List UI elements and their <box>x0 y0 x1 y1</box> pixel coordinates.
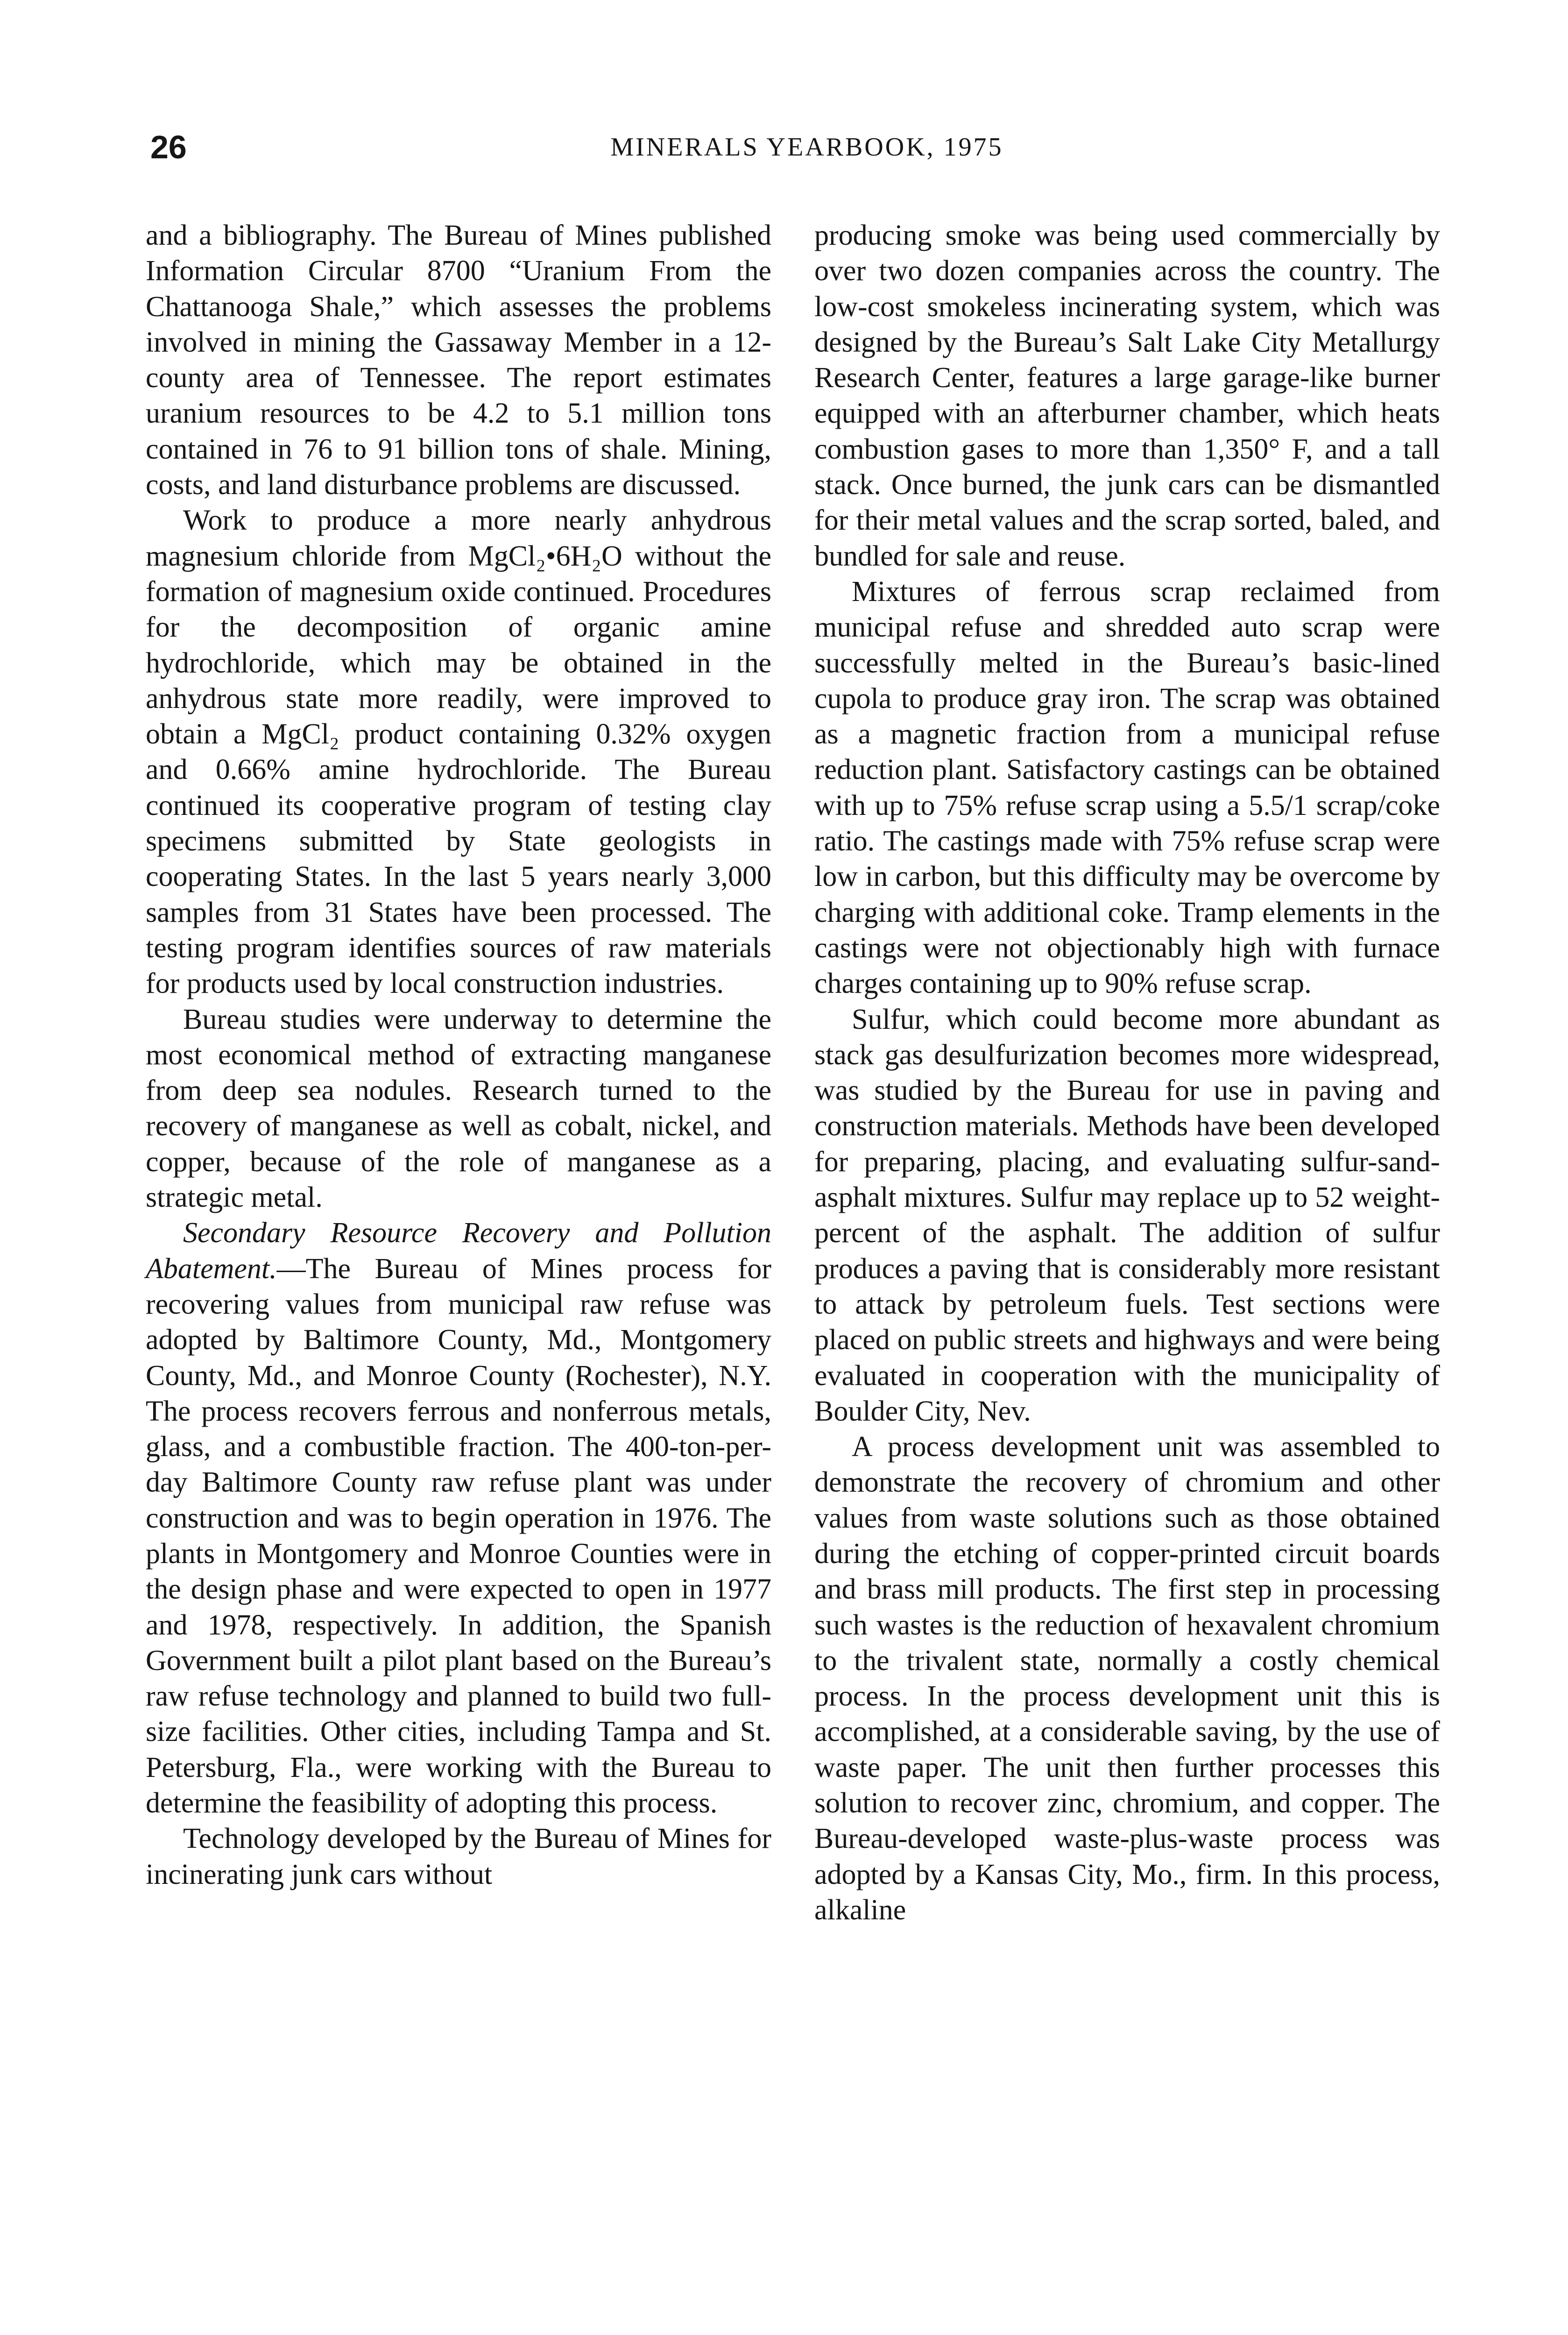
section-heading: Secondary Resource Recovery and Pollution Abatement. <box>146 1217 771 1285</box>
paragraph: Mixtures of ferrous scrap reclaimed from municipal refuse and shredded auto scrap were successfully melted in the Bureau’s basic-lined cupola to produce gray iron. The scrap was obtained as a magnetic fraction from a municipal refuse reduction plant. Satisfactory castings can be obtained with up to 75% refuse scrap using a 5.5/1 scrap/coke ratio. The castings made with 75% refuse scrap were low in carbon, but this difficulty may be overcome by charging with additional coke. Tramp elements in the castings were not objectionably high with furnace charges containing up to 90% refuse scrap. <box>814 575 1440 1000</box>
paragraph: A process development unit was assembled to demonstrate the recovery of chromium and other values from waste solutions such as those obtained during the etching of copper-printed circuit boards and brass mill products. The first step in processing such wastes is the reduction of hexavalent chromium to the trivalent state, normally a costly chemical process. In the process development unit this is accomplished, at a considerable saving, by the use of waste paper. The unit then further processes this solution to recover zinc, chromium, and copper. The Bureau-developed waste-plus-waste process was adopted by a Kansas City, Mo., firm. In this process, alkaline <box>814 1431 1440 1926</box>
paragraph: and a bibliography. The Bureau of Mines published Information Circular 8700 “Uranium From the Chattanooga Shale,” which assesses the problems involved in mining the Gassaway Member in a 12-county area of Tennessee. The report estimates uranium resources to be 4.2 to 5.1 million tons contained in 76 to 91 billion tons of shale. Mining, costs, and land disturbance problems are discussed. <box>146 219 771 501</box>
paragraph: Technology developed by the Bureau of Mines for incinerating junk cars without <box>146 1823 771 1890</box>
paragraph: Bureau studies were underway to determine the most economical method of extracting manganese from deep sea nodules. Research turned to the recovery of manganese as well as cobalt, nickel, and copper, because of the role of manganese as a strategic metal. <box>146 1003 771 1214</box>
paragraph: Work to produce a more nearly anhydrous magnesium chloride from MgCl₂•6H₂O without the formation of magnesium oxide continued. Procedures for the decomposition of organic amine hydrochloride, which may be obtained in the anhydrous state more readily, were improved to obtain a MgCl₂ product containing 0.32% oxygen and 0.66% amine hydrochloride. The Bureau continued its cooperative program of testing clay specimens submitted by State geologists in cooperating States. In the last 5 years nearly 3,000 samples from 31 States have been processed. The testing program identifies sources of raw materials for products used by local construction industries. <box>146 504 771 1000</box>
left-column <box>146 218 771 1892</box>
page-number: 26 <box>150 129 187 165</box>
running-title: MINERALS YEARBOOK, 1975 <box>610 133 1003 162</box>
right-column <box>814 218 1440 1928</box>
page-header <box>150 128 1463 166</box>
paragraph-body: —The Bureau of Mines process for recovering values from municipal raw refuse was adopted by Baltimore County, Md., Montgomery County, Md., and Monroe County (Rochester), N.Y. The process recovers ferrous and nonferrous metals, glass, and a combustible fraction. The 400-ton-per-day Baltimore County raw refuse plant was under construction and was to begin operation in 1976. The plants in Montgomery and Monroe Counties were in the design phase and were expected to open in 1977 and 1978, respectively. In addition, the Spanish Government built a pilot plant based on the Bureau’s raw refuse technology and planned to build two full-size facilities. Other cities, including Tampa and St. Petersburg, Fla., were working with the Bureau to determine the feasibility of adopting this process. <box>146 1252 771 1819</box>
paragraph: producing smoke was being used commercially by over two dozen companies across the country. The low-cost smokeless incinerating system, which was designed by the Bureau’s Salt Lake City Metallurgy Research Center, features a large garage-like burner equipped with an afterburner chamber, which heats combustion gases to more than 1,350° F, and a tall stack. Once burned, the junk cars can be dismantled for their metal values and the scrap sorted, baled, and bundled for sale and reuse. <box>814 219 1440 572</box>
paragraph: Sulfur, which could become more abundant as stack gas desulfurization becomes more widespread, was studied by the Bureau for use in paving and construction materials. Methods have been developed for preparing, placing, and evaluating sulfur-sand-asphalt mixtures. Sulfur may replace up to 52 weight-percent of the asphalt. The addition of sulfur produces a paving that is considerably more resistant to attack by petroleum fuels. Test sections were placed on public streets and highways and were being evaluated in cooperation with the municipality of Boulder City, Nev. <box>814 1003 1440 1427</box>
paragraph <box>146 1215 771 1821</box>
